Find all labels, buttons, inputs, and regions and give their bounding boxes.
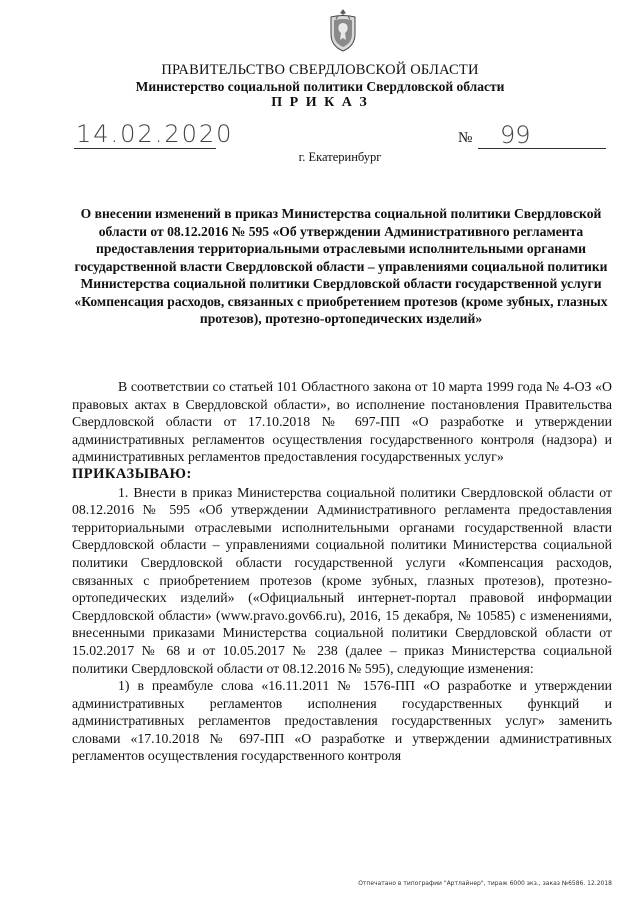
order-word: ПРИКАЗЫВАЮ: [72, 465, 192, 482]
preamble-paragraph: В соответствии со статьей 101 Областного закона от 10 марта 1999 года № 4-ОЗ «О правовых актах в Свердловской области», во исполнение постановления Правительства Свердловской области от 17.10.2018 № 697-ПП «О разработке и утверждении административных регламентов осуществления государственного контроля (надзора) и административных регламентов предоставления государственных услуг» [72, 379, 612, 465]
city: г. Екатеринбург [298, 150, 382, 164]
document-body [72, 378, 612, 765]
coat-of-arms-icon [327, 8, 359, 52]
date-underline [74, 148, 216, 149]
document-title: О внесении изменений в приказ Министерства социальной политики Свердловской области от 08.12.2016 № 595 «Об утверждении Административного регламента предоставления территориальными отраслевыми исполнительными органами государственной власти Свердловской области – управлениями социальной политики Министерства социальной политики Свердловской области государственной услуги «Компенсация расходов, связанных с приобретением протезов (кроме зубных, глазных протезов), протезно-ортопедических изделий» [74, 206, 608, 326]
print-footer: Отпечатано в типографии "Артлайнер", тираж 6000 экз., заказ №6586. 12.2018 [358, 880, 612, 887]
order-date: 14.02.2020 [76, 120, 234, 148]
document-type: П Р И К А З [271, 95, 369, 110]
number-sign: № [458, 130, 473, 146]
order-number: 99 [500, 121, 531, 149]
government-name: ПРАВИТЕЛЬСТВО СВЕРДЛОВСКОЙ ОБЛАСТИ [161, 62, 479, 78]
clause-1-paragraph: 1. Внести в приказ Министерства социальной политики Свердловской области от 08.12.2016 № 595 «Об утверждении Административного регламента предоставления территориальными отраслевыми исполнительными органами государственной власти Свердловской области – управлениями социальной политики Министерства социальной политики Свердловской области государственной услуги «Компенсация расходов, связанных с приобретением протезов (кроме зубных, глазных протезов), протезно-ортопедических изделий» («Официальный интернет-портал правовой информации Свердловской области» (www.pravo.gov66.ru), 2016, 15 декабря, № 10585) с изменениями, внесенными приказами Министерства социальной политики Свердловской области от 15.02.2017 № 68 и от 10.05.2017 № 238 (далее – приказ Министерства социальной политики Свердловской области от 08.12.2016 № 595), следующие изменения: [72, 484, 612, 676]
number-underline [478, 148, 606, 149]
ministry-name: Министерство социальной политики Свердловской области [135, 79, 505, 94]
subclause-1-paragraph: 1) в преамбуле слова «16.11.2011 № 1576-ПП «О разработке и утверждении административных регламентов исполнения государственных функций и административных регламентов предоставления государственных услуг» заменить словами «17.10.2018 № 697-ПП «О разработке и утверждении административных регламентов осуществления государственного контроля [72, 678, 612, 764]
